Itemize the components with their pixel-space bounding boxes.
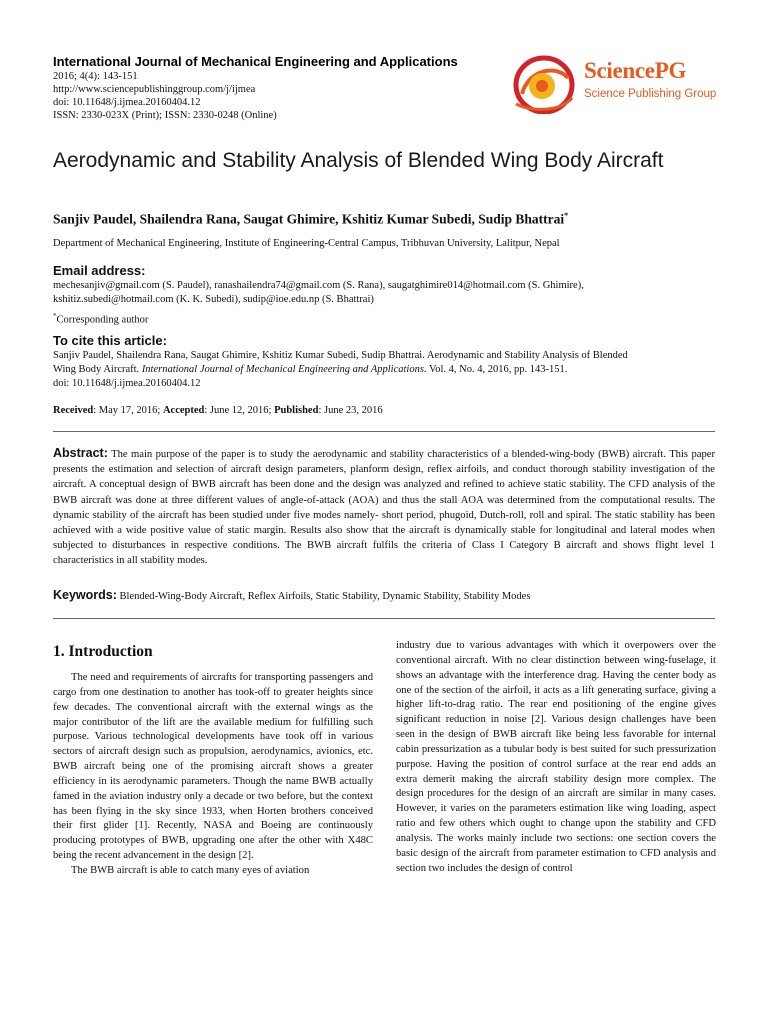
author-list xyxy=(53,211,568,228)
intro-paragraph-2-continued: industry due to various advantages with which it overpowers over the conventional aircraft. With no clear distinction between wing-fuselage, it shows an advantage with the interference drag. Having the center body as one of the section of the airfoil, it acts as a lift generating surface, giving a higher lift-to-drag ratio. The rear end positioning of the engine gives significant reduction in noise [2]. Various design challenges have been seen in the design of BWB aircraft like being less favorable for internal cabin pressurization as a tubular body is best suited for such pressurization purpose. Having the position of control surface at the rear end adds an extra demerit making the aircraft stability design more complex. The design procedures for the design of an aircraft are similar in many cases. However, it varies on the parameters estimation like wing loading, aspect ratio and few others which ought to change upon the stability and CFD analysis. The works mainly include two sections: one section covers the basic design of the aircraft from parameter estimation to CFD analysis and section two includes the design of control xyxy=(396,640,716,874)
journal-name: International Journal of Mechanical Engineering and Applications xyxy=(53,54,458,69)
citation-doi: doi: 10.11648/j.ijmea.20160404.12 xyxy=(53,378,201,389)
citation-journal: International Journal of Mechanical Engineering and Applications xyxy=(141,364,424,375)
corresponding-author-note xyxy=(53,312,148,326)
abstract xyxy=(53,446,715,569)
accepted-date: : June 12, 2016; xyxy=(204,405,275,416)
journal-meta xyxy=(53,70,277,122)
citation-line-2 xyxy=(53,363,753,377)
logo-brand: SciencePG xyxy=(584,58,687,83)
keywords-label: Keywords: xyxy=(53,588,117,602)
journal-issue: 2016; 4(4): 143-151 xyxy=(53,71,138,82)
email-heading: Email address: xyxy=(53,263,146,278)
citation-volume: . Vol. 4, No. 4, 2016, pp. 143-151. xyxy=(423,364,568,375)
keywords xyxy=(53,588,530,602)
sciencepg-logo xyxy=(512,54,717,114)
sciencepg-logo-icon xyxy=(512,54,576,114)
divider-top xyxy=(53,431,715,432)
divider-bottom xyxy=(53,618,715,619)
received-date: : May 17, 2016; xyxy=(93,405,163,416)
journal-url[interactable]: http://www.sciencepublishinggroup.com/j/ijmea xyxy=(53,84,256,95)
email-line-2[interactable]: kshitiz.subedi@hotmail.com (K. K. Subedi), sudip@ioe.edu.np (S. Bhattrai) xyxy=(53,294,374,305)
corr-text: Corresponding author xyxy=(56,314,149,326)
abstract-text: The main purpose of the paper is to study the aerodynamic and stability characteristics of a blended-wing-body (BWB) aircraft. This paper presents the estimation and selection of aircraft design parameters, planform design, reflex airfoils, and conduct thorough stability investigation of the aircraft. A conceptual design of BWB aircraft has been done and the design was analyzed and refined to achieve static stability. The CFD analysis of the BWB aircraft was done at three different values of angle-of-attack (AOA) and thus the stall AOA was determined from the computational results. The dynamic stability of the aircraft has been studied under five modes namely- short period, phugoid, Dutch-roll, roll and spiral. The static stability has been achieved with a wide positive value of static margin. Results also show that the aircraft is dynamically stable for longitudinal and lateral modes when subjected to disturbances in respective conditions. The BWB aircraft fulfils the criteria of Class I Category B aircraft and shows flight level 1 characteristics in all stability modes. xyxy=(53,449,715,567)
abstract-label: Abstract: xyxy=(53,446,108,460)
authors-text: Sanjiv Paudel, Shailendra Rana, Saugat Ghimire, Kshitiz Kumar Subedi, Sudip Bhattrai xyxy=(53,211,565,227)
keywords-text: Blended-Wing-Body Aircraft, Reflex Airfoils, Static Stability, Dynamic Stability, Stability Modes xyxy=(119,591,531,602)
received-label: Received xyxy=(53,405,94,416)
citation-block xyxy=(53,349,753,391)
right-column xyxy=(396,639,716,877)
citation-line-1: Sanjiv Paudel, Shailendra Rana, Saugat Ghimire, Kshitiz Kumar Subedi, Sudip Bhattrai. Aerodynamic and Stability Analysis of Blended xyxy=(53,350,628,361)
corresponding-mark: * xyxy=(564,211,569,220)
cite-heading: To cite this article: xyxy=(53,333,167,348)
journal-issn: ISSN: 2330-023X (Print); ISSN: 2330-0248 (Online) xyxy=(53,110,277,121)
journal-doi: doi: 10.11648/j.ijmea.20160404.12 xyxy=(53,97,201,108)
section-heading-introduction: 1. Introduction xyxy=(53,643,153,660)
published-label: Published xyxy=(274,405,319,416)
accepted-label: Accepted xyxy=(162,405,205,416)
email-line-1[interactable]: mechesanjiv@gmail.com (S. Paudel), ranashailendra74@gmail.com (S. Rana), saugatghimire014@hotmail.com (S. Ghimire), xyxy=(53,280,584,291)
corr-mark: * xyxy=(53,312,57,320)
left-column xyxy=(53,671,373,879)
intro-paragraph-2: The BWB aircraft is able to catch many eyes of aviation xyxy=(71,864,310,876)
intro-paragraph-1: The need and requirements of aircrafts for transporting passengers and cargo from one destination to another has took-off to greater heights since few decades. The conventional aircraft with the external wings as the major contributor of the lift are the available medium for fulfilling such purpose. Various technological developments have took off in various sectors of aircraft design such as propulsion, aerodynamics, avionics, etc. BWB aircraft being one of the promising aircraft shows a greater efficiency in its aerodynamic parameters. Though the name BWB actually famed in the aviation industry only a decade or two before, but the context has been flying in the sky since 1933, when Horten brothers conceived their first glider [1]. Recently, NASA and Boeing are continuously producing prototypes of BWB, upgrading one after the other with X48C being the recent advancement in the design [2]. xyxy=(53,672,373,862)
citation-title-end: Wing Body Aircraft. xyxy=(53,364,142,375)
email-list xyxy=(53,279,753,307)
logo-subtitle: Science Publishing Group xyxy=(584,88,717,100)
published-date: : June 23, 2016 xyxy=(318,405,383,416)
article-dates xyxy=(53,405,383,416)
affiliation: Department of Mechanical Engineering, Institute of Engineering-Central Campus, Tribhuvan University, Lalitpur, Nepal xyxy=(53,238,560,249)
paper-title: Aerodynamic and Stability Analysis of Blended Wing Body Aircraft xyxy=(53,149,664,172)
